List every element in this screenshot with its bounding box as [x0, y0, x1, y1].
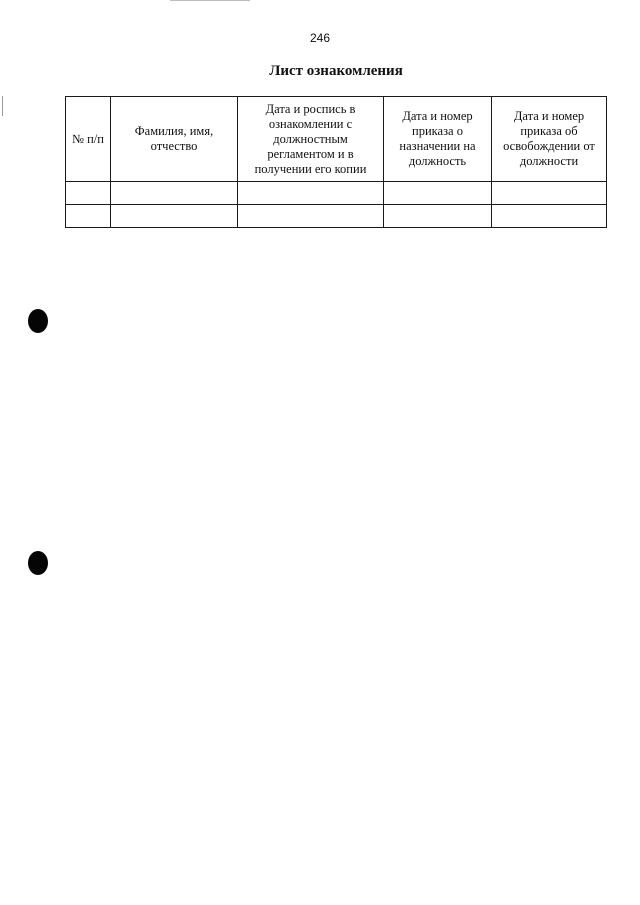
table-cell	[111, 205, 238, 228]
page-number: 246	[309, 31, 331, 45]
header-full-name: Фамилия, имя, отчество	[111, 97, 238, 182]
header-signature-date: Дата и роспись в ознакомлении с должностным регламентом и в получении его копии	[238, 97, 384, 182]
table-cell	[492, 205, 607, 228]
table-cell	[238, 182, 384, 205]
table-cell	[384, 205, 492, 228]
acknowledgment-table	[65, 96, 607, 228]
table-row	[66, 182, 607, 205]
scan-edge-mark-left	[2, 96, 3, 116]
punch-hole-icon	[28, 551, 48, 575]
table-cell	[238, 205, 384, 228]
table-row	[66, 205, 607, 228]
page-title: Лист ознакомления	[269, 63, 403, 79]
header-appointment-order: Дата и номер приказа о назначении на должность	[384, 97, 492, 182]
table-header-row	[66, 97, 607, 182]
table-cell	[111, 182, 238, 205]
table-cell	[66, 205, 111, 228]
scan-edge-mark-top	[170, 0, 250, 1]
table-cell	[384, 182, 492, 205]
punch-hole-icon	[28, 309, 48, 333]
table-cell	[66, 182, 111, 205]
header-dismissal-order: Дата и номер приказа об освобождении от должности	[492, 97, 607, 182]
table-cell	[492, 182, 607, 205]
header-number: № п/п	[66, 97, 111, 182]
